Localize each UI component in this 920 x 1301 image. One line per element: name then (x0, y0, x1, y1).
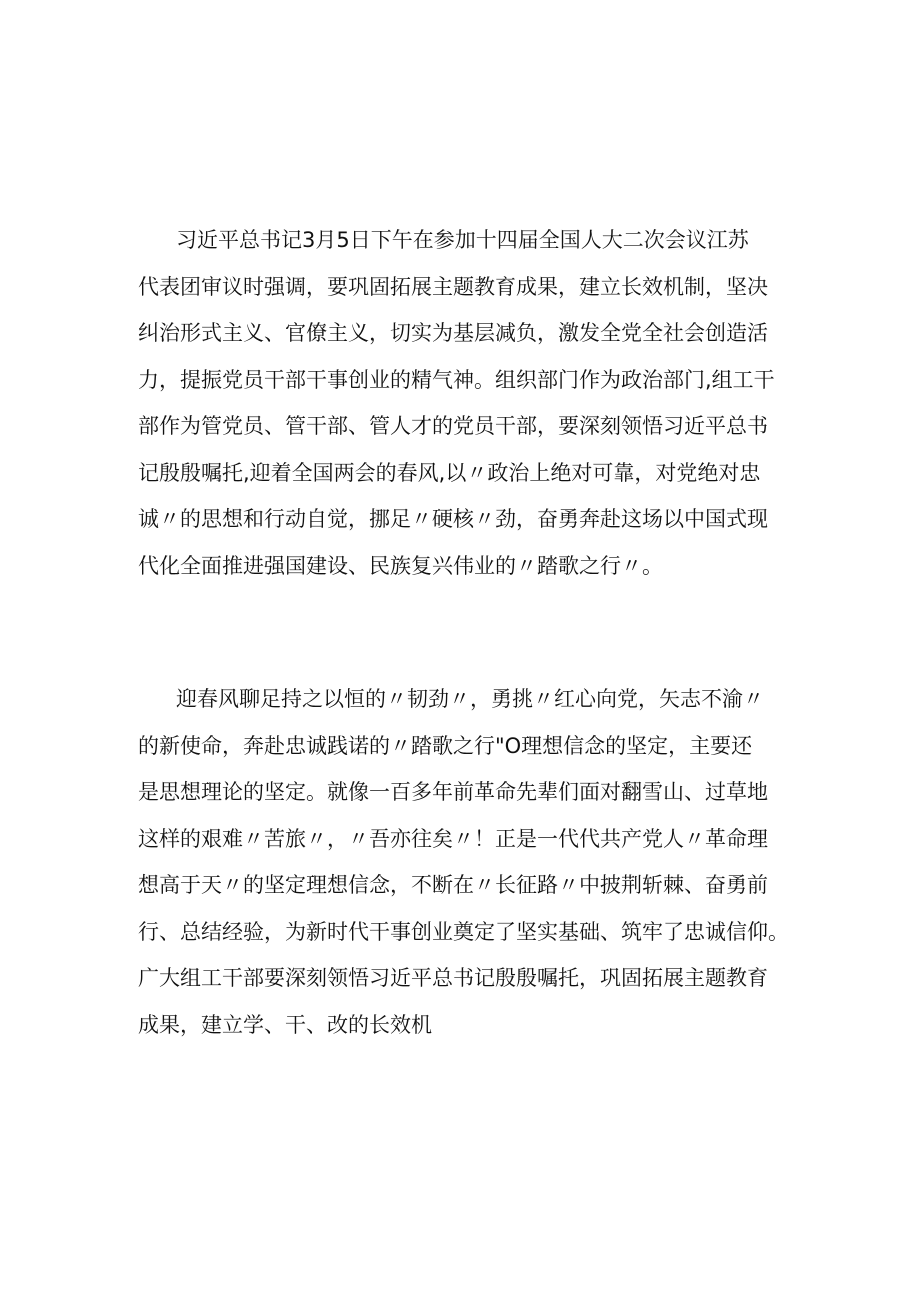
paragraph-line: 代化全面推进强国建设、民族复兴伟业的〃踏歌之行〃。 (138, 553, 663, 578)
paragraph-line: 是思想理论的坚定。就像一百多年前革命先辈们面对翻雪山、过草地 (138, 780, 768, 804)
paragraph-line: 成果，建立学、干、改的长效机 (138, 1012, 432, 1037)
paragraph-line: 行、总结经验，为新时代干事创业奠定了坚实基础、筑牢了忠诚信仰。 (138, 919, 789, 944)
paragraph-line: 代表团审议时强调，要巩固拓展主题教育成果，建立长效机制，坚决 (138, 274, 768, 299)
paragraph-line: 记殷殷嘱托,迎着全国两会的春风,以〃政治上绝对可靠，对党绝对忠 (138, 460, 761, 485)
paragraph-line: 迎春风聊足持之以恒的〃韧劲〃，勇挑〃红心向党，矢志不渝〃 (176, 687, 764, 711)
paragraph-1 (138, 217, 798, 589)
paragraph-line: 纠治形式主义、官僚主义，切实为基层减负，激发全党全社会创造活 (138, 321, 768, 345)
paragraph-line: 广大组工干部要深刻领悟习近平总书记殷殷嘱托，巩固拓展主题教育 (138, 966, 768, 990)
paragraph-line: 的新使命，奔赴忠诚践诺的〃踏歌之行"O理想信念的坚定，主要还 (138, 733, 753, 758)
paragraph-2 (138, 676, 798, 1048)
paragraph-line: 诚〃的思想和行动自觉，挪足〃硬核〃劲，奋勇奔赴这场以中国式现 (138, 507, 768, 531)
paragraph-line: 部作为管党员、管干部、管人才的党员干部，要深刻领悟习近平总书 (138, 414, 768, 438)
paragraph-line: 习近平总书记3月5日下午在参加十四届全国人大二次会议江苏 (176, 228, 749, 252)
paragraph-line: 这样的艰难〃苦旅〃，〃吾亦往矣〃！正是一代代共产党人〃革命理 (138, 826, 768, 851)
paragraph-line: 想高于天〃的坚定理想信念，不断在〃长征路〃中披荆斩棘、奋勇前 (138, 873, 768, 897)
paragraph-line: 力，提振党员干部干事创业的精气神。组织部门作为政治部门,组工干 (138, 367, 775, 392)
